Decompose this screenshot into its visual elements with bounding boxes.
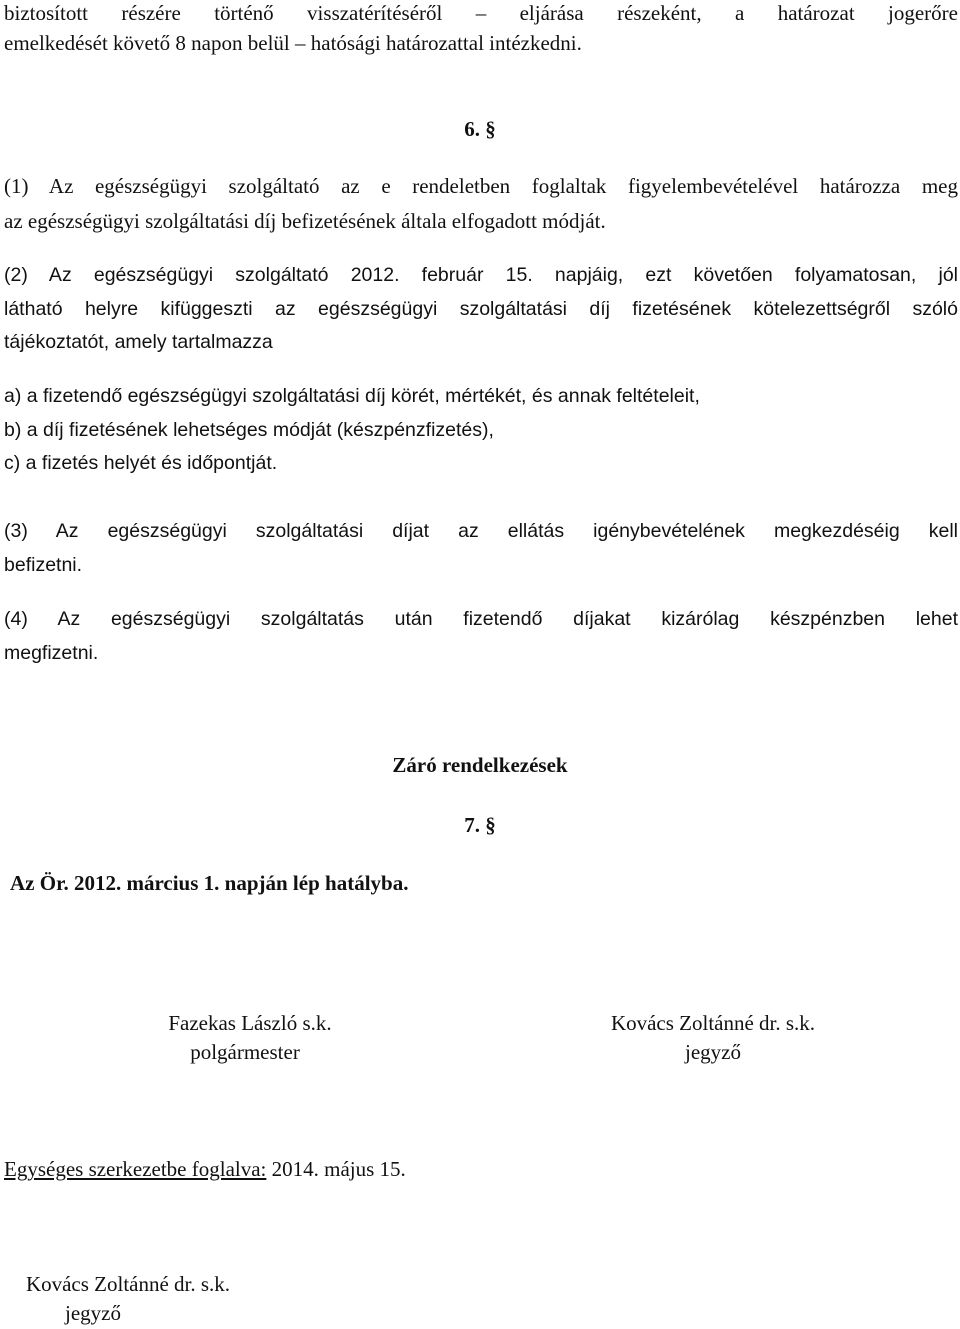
closing-title: Záró rendelkezések [392, 753, 568, 777]
consolidated-label: Egységes szerkezetbe foglalva: [4, 1157, 267, 1181]
paragraph-2-line: látható helyre kifüggeszti az egészségügyi szolgáltatási díj fizetésének kötelezettségről szóló [4, 298, 958, 320]
signature-left-role: polgármester [190, 1040, 300, 1064]
final-signature-role: jegyző [65, 1301, 121, 1325]
list-item-b: b) a díj fizetésének lehetséges módját (készpénzfizetés), [4, 419, 494, 441]
list-item-c: c) a fizetés helyét és időpontját. [4, 452, 278, 474]
paragraph-4-line: (4) Az egészségügyi szolgáltatás után fizetendő díjakat kizárólag készpénzben lehet [4, 608, 958, 630]
paragraph-2-line: (2) Az egészségügyi szolgáltató 2012. február 15. napjáig, ezt követően folyamatosan, jól [4, 264, 958, 286]
section-7-heading: 7. § [464, 813, 496, 837]
signature-right [578, 1009, 848, 1067]
section-6-heading: 6. § [464, 117, 496, 141]
paragraph-3-line: (3) Az egészségügyi szolgáltatási díjat az ellátás igénybevételének megkezdéséig kell [4, 520, 958, 542]
list-item-a: a) a fizetendő egészségügyi szolgáltatási díj körét, mértékét, és annak feltételeit, [4, 385, 700, 407]
paragraph-line: biztosított részére történő visszatérítéséről – eljárása részeként, a határozat jogerőre [4, 1, 958, 25]
consolidated-date: 2014. május 15. [266, 1157, 406, 1181]
closing-text: Az Ör. 2012. március 1. napján lép hatályba. [10, 871, 409, 895]
consolidated-note [4, 1156, 406, 1182]
paragraph-line: emelkedését követő 8 napon belül – hatósági határozattal intézkedni. [4, 31, 582, 55]
paragraph-3-line: befizetni. [4, 554, 83, 576]
signature-left [130, 1009, 370, 1067]
final-signature-name: Kovács Zoltánné dr. s.k. [25, 1272, 231, 1296]
paragraph-1-line: az egészségügyi szolgáltatási díj befizetésének általa elfogadott módját. [4, 209, 606, 233]
final-signature [0, 1270, 256, 1328]
signature-right-name: Kovács Zoltánné dr. s.k. [610, 1011, 816, 1035]
signature-left-name: Fazekas László s.k. [168, 1011, 332, 1035]
paragraph-1-line: (1) Az egészségügyi szolgáltató az e rendeletben foglaltak figyelembevételével határozza meg [4, 174, 958, 198]
paragraph-4-line: megfizetni. [4, 642, 99, 664]
signature-right-role: jegyző [685, 1040, 741, 1064]
paragraph-2-line: tájékoztatót, amely tartalmazza [4, 331, 273, 353]
